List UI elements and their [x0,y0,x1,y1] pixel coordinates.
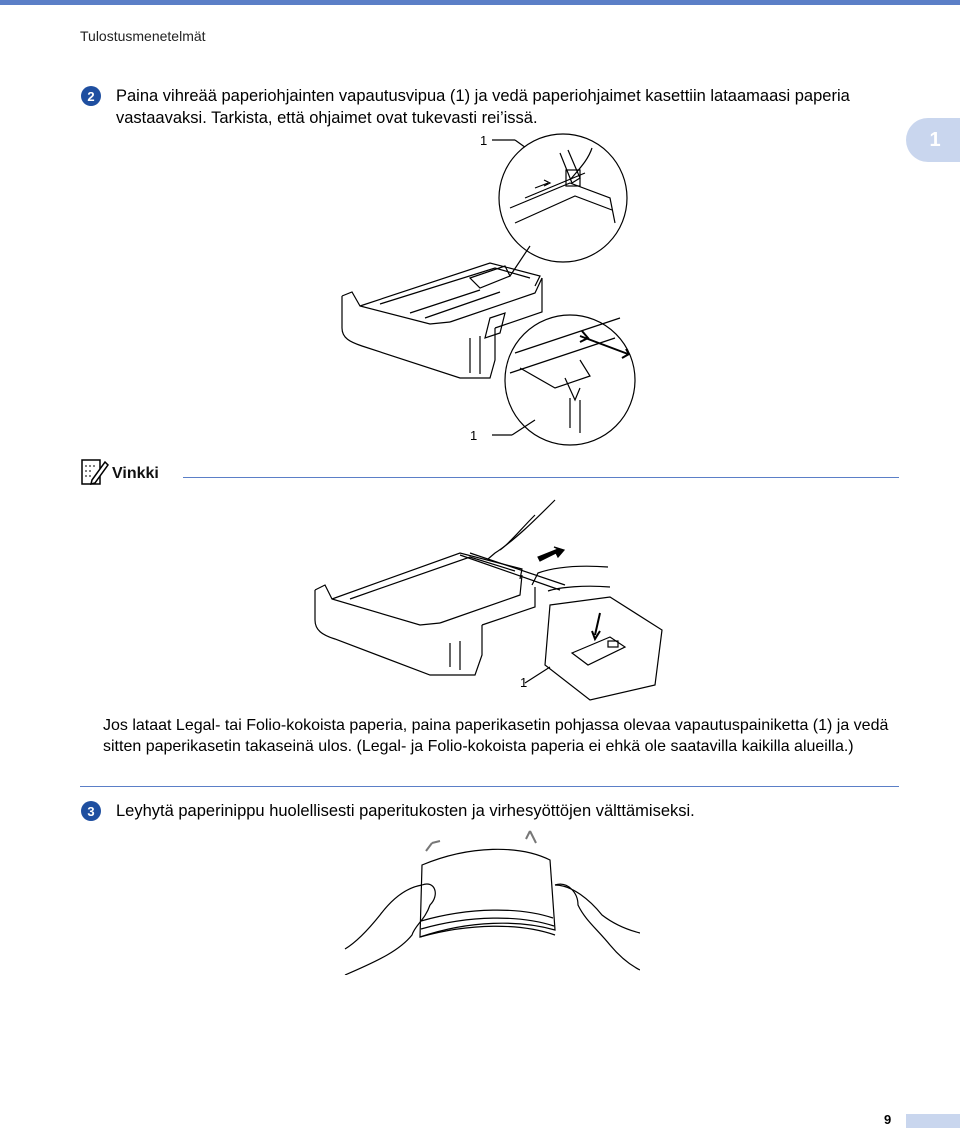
step-2-line-1: Paina vihreää paperiohjainten vapautusvipua (1) ja vedä paperiohjaimet kasettiin lataamaasi paperia [116,87,850,105]
chapter-tab-label: 1 [929,128,941,151]
page-tab [906,1114,960,1128]
callout-bottom: 1 [470,428,478,443]
paper-tray-guides-illustration [330,128,640,450]
note-text: Jos lataat Legal- tai Folio-kokoista paperia, paina paperikasetin pohjassa olevaa vapautuspainiketta (1) ja vedä sitten paperikasetin takaseinä ulos. (Legal- ja Folio-kokoista paperia ei ehkä ole saatavilla kaikilla alueilla.) [103,717,889,755]
note-pencil-icon [80,456,110,488]
note-rule-top [183,477,899,478]
note-title: Vinkki [112,465,159,482]
fanning-paper-illustration [340,825,640,975]
note-rule-bottom [80,786,899,787]
paper-tray-release-button-illustration [310,495,670,705]
running-header: Tulostusmenetelmät [80,28,206,44]
top-rule [0,0,960,5]
step-2-line-2: vastaavaksi. Tarkista, että ohjaimet ovat tukevasti rei’issä. [116,109,538,127]
step-badge-2: 2 [81,86,101,106]
callout-top: 1 [480,133,488,148]
callout-release-button: 1 [520,675,528,690]
step-3-text: Leyhytä paperinippu huolellisesti paperitukosten ja virhesyöttöjen välttämiseksi. [116,802,695,820]
chapter-tab [906,118,960,162]
page-number: 9 [884,1112,892,1127]
step-badge-3: 3 [81,801,101,821]
